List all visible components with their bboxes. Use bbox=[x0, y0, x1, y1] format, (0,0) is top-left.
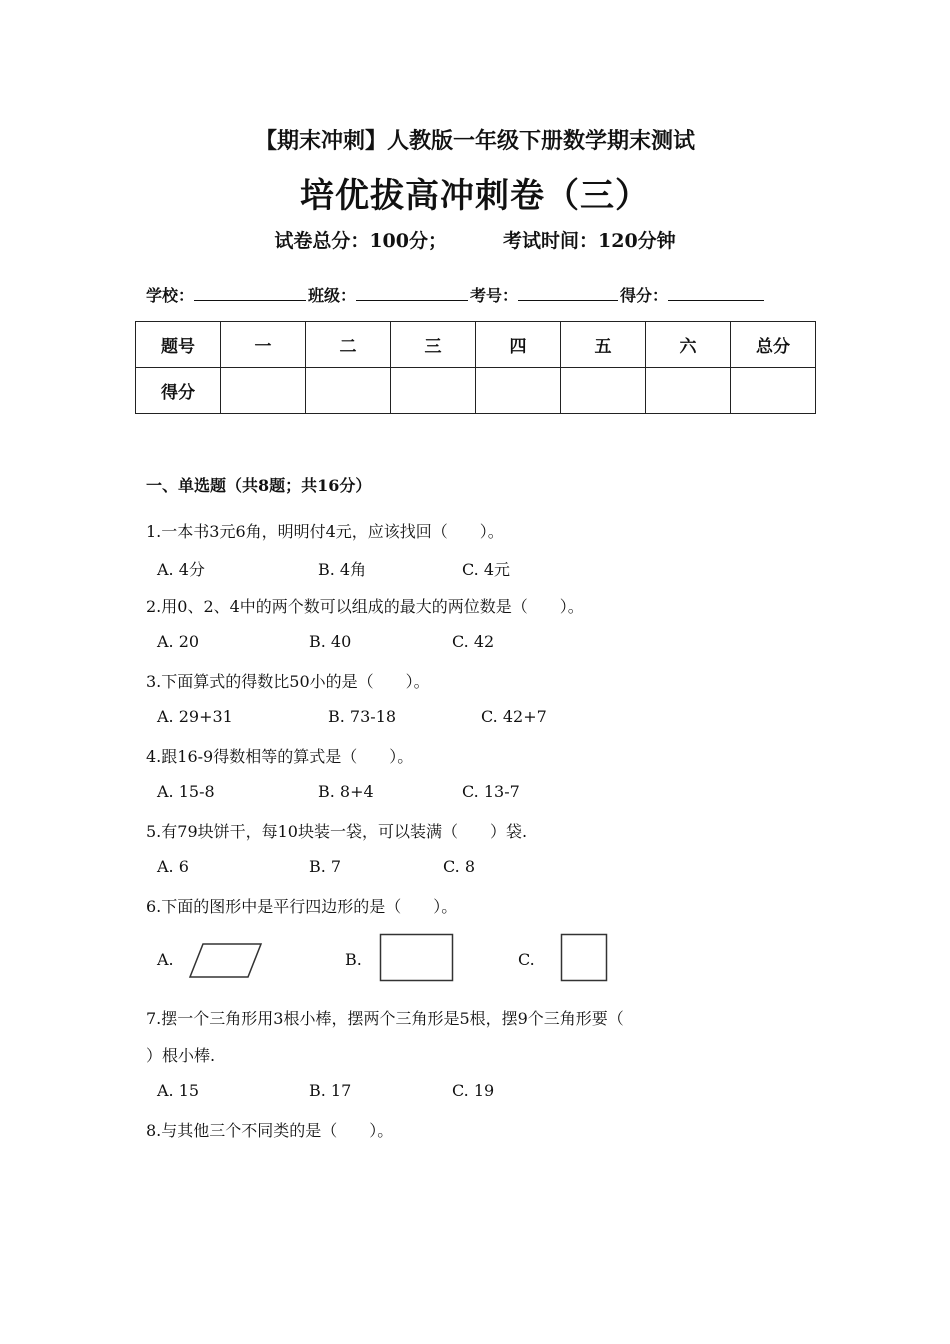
exam-no-label: 考号： bbox=[470, 286, 519, 305]
table-header-cell: 三 bbox=[391, 322, 476, 368]
question-7-line1: 7.摆一个三角形用3根小棒，摆两个三角形是5根，摆9个三角形要（ bbox=[146, 1009, 624, 1028]
q7-option-c[interactable]: C. 19 bbox=[452, 1081, 495, 1100]
score-cell[interactable] bbox=[221, 368, 306, 414]
exam-no-blank[interactable] bbox=[518, 282, 618, 301]
q3-option-c[interactable]: C. 42+7 bbox=[481, 707, 547, 726]
exam-supertitle: 【期末冲刺】人教版一年级下册数学期末测试 bbox=[254, 128, 695, 154]
q5-option-a[interactable]: A. 6 bbox=[157, 857, 189, 876]
table-row bbox=[136, 368, 816, 414]
q5-option-b[interactable]: B. 7 bbox=[309, 857, 342, 876]
question-8: 8.与其他三个不同类的是（ ）。 bbox=[146, 1121, 394, 1140]
score-label: 得分： bbox=[620, 286, 669, 305]
question-7-line2: ）根小棒. bbox=[146, 1046, 216, 1065]
q2-option-a[interactable]: A. 20 bbox=[157, 632, 200, 651]
q6-option-a[interactable]: A. bbox=[157, 950, 174, 969]
question-1: 1.一本书3元6角，明明付4元，应该找回（ ）。 bbox=[146, 522, 504, 541]
table-header-cell: 一 bbox=[221, 322, 306, 368]
square-shape bbox=[560, 933, 609, 982]
question-2: 2.用0、2、4中的两个数可以组成的最大的两位数是（ ）。 bbox=[146, 597, 584, 616]
rectangle-shape bbox=[379, 933, 455, 982]
table-header-cell: 四 bbox=[476, 322, 561, 368]
exam-title: 培优拔高冲刺卷（三） bbox=[300, 176, 650, 216]
question-6: 6.下面的图形中是平行四边形的是（ ）。 bbox=[146, 897, 458, 916]
q4-option-c[interactable]: C. 13-7 bbox=[462, 782, 520, 801]
q1-option-b[interactable]: B. 4角 bbox=[318, 560, 367, 579]
question-3: 3.下面算式的得数比50小的是（ ）。 bbox=[146, 672, 430, 691]
table-header-cell: 题号 bbox=[136, 322, 221, 368]
class-blank[interactable] bbox=[356, 282, 468, 301]
q3-option-a[interactable]: A. 29+31 bbox=[157, 707, 233, 726]
section-title: 一、单选题（共8题；共16分） bbox=[146, 476, 372, 495]
score-cell[interactable] bbox=[731, 368, 816, 414]
question-5: 5.有79块饼干，每10块装一袋，可以装满（ ）袋. bbox=[146, 822, 528, 841]
table-row bbox=[136, 322, 816, 368]
q2-option-c[interactable]: C. 42 bbox=[452, 632, 495, 651]
q5-option-c[interactable]: C. 8 bbox=[443, 857, 476, 876]
score-cell[interactable] bbox=[476, 368, 561, 414]
q4-option-b[interactable]: B. 8+4 bbox=[318, 782, 374, 801]
table-header-cell: 六 bbox=[646, 322, 731, 368]
q7-option-a[interactable]: A. 15 bbox=[157, 1081, 200, 1100]
class-label: 班级： bbox=[308, 286, 357, 305]
table-header-cell: 二 bbox=[306, 322, 391, 368]
q6-option-b[interactable]: B. bbox=[345, 950, 362, 969]
score-table bbox=[135, 321, 816, 414]
q4-option-a[interactable]: A. 15-8 bbox=[157, 782, 215, 801]
student-info-line bbox=[146, 282, 766, 306]
total-score-label: 试卷总分：100分； bbox=[274, 230, 447, 252]
score-cell[interactable] bbox=[306, 368, 391, 414]
score-cell[interactable] bbox=[646, 368, 731, 414]
table-row-label: 得分 bbox=[136, 368, 221, 414]
school-blank[interactable] bbox=[194, 282, 306, 301]
score-blank[interactable] bbox=[668, 282, 764, 301]
parallelogram-shape bbox=[188, 942, 264, 980]
q7-option-b[interactable]: B. 17 bbox=[309, 1081, 352, 1100]
table-header-cell: 总分 bbox=[731, 322, 816, 368]
q1-option-a[interactable]: A. 4分 bbox=[157, 560, 205, 579]
q3-option-b[interactable]: B. 73-18 bbox=[328, 707, 397, 726]
q6-option-c[interactable]: C. bbox=[518, 950, 535, 969]
score-cell[interactable] bbox=[391, 368, 476, 414]
q2-option-b[interactable]: B. 40 bbox=[309, 632, 352, 651]
q1-option-c[interactable]: C. 4元 bbox=[462, 560, 511, 579]
exam-meta bbox=[0, 226, 950, 253]
question-4: 4.跟16-9得数相等的算式是（ ）。 bbox=[146, 747, 414, 766]
score-cell[interactable] bbox=[561, 368, 646, 414]
exam-time-label: 考试时间：120分钟 bbox=[503, 230, 676, 252]
school-label: 学校： bbox=[146, 286, 195, 305]
table-header-cell: 五 bbox=[561, 322, 646, 368]
